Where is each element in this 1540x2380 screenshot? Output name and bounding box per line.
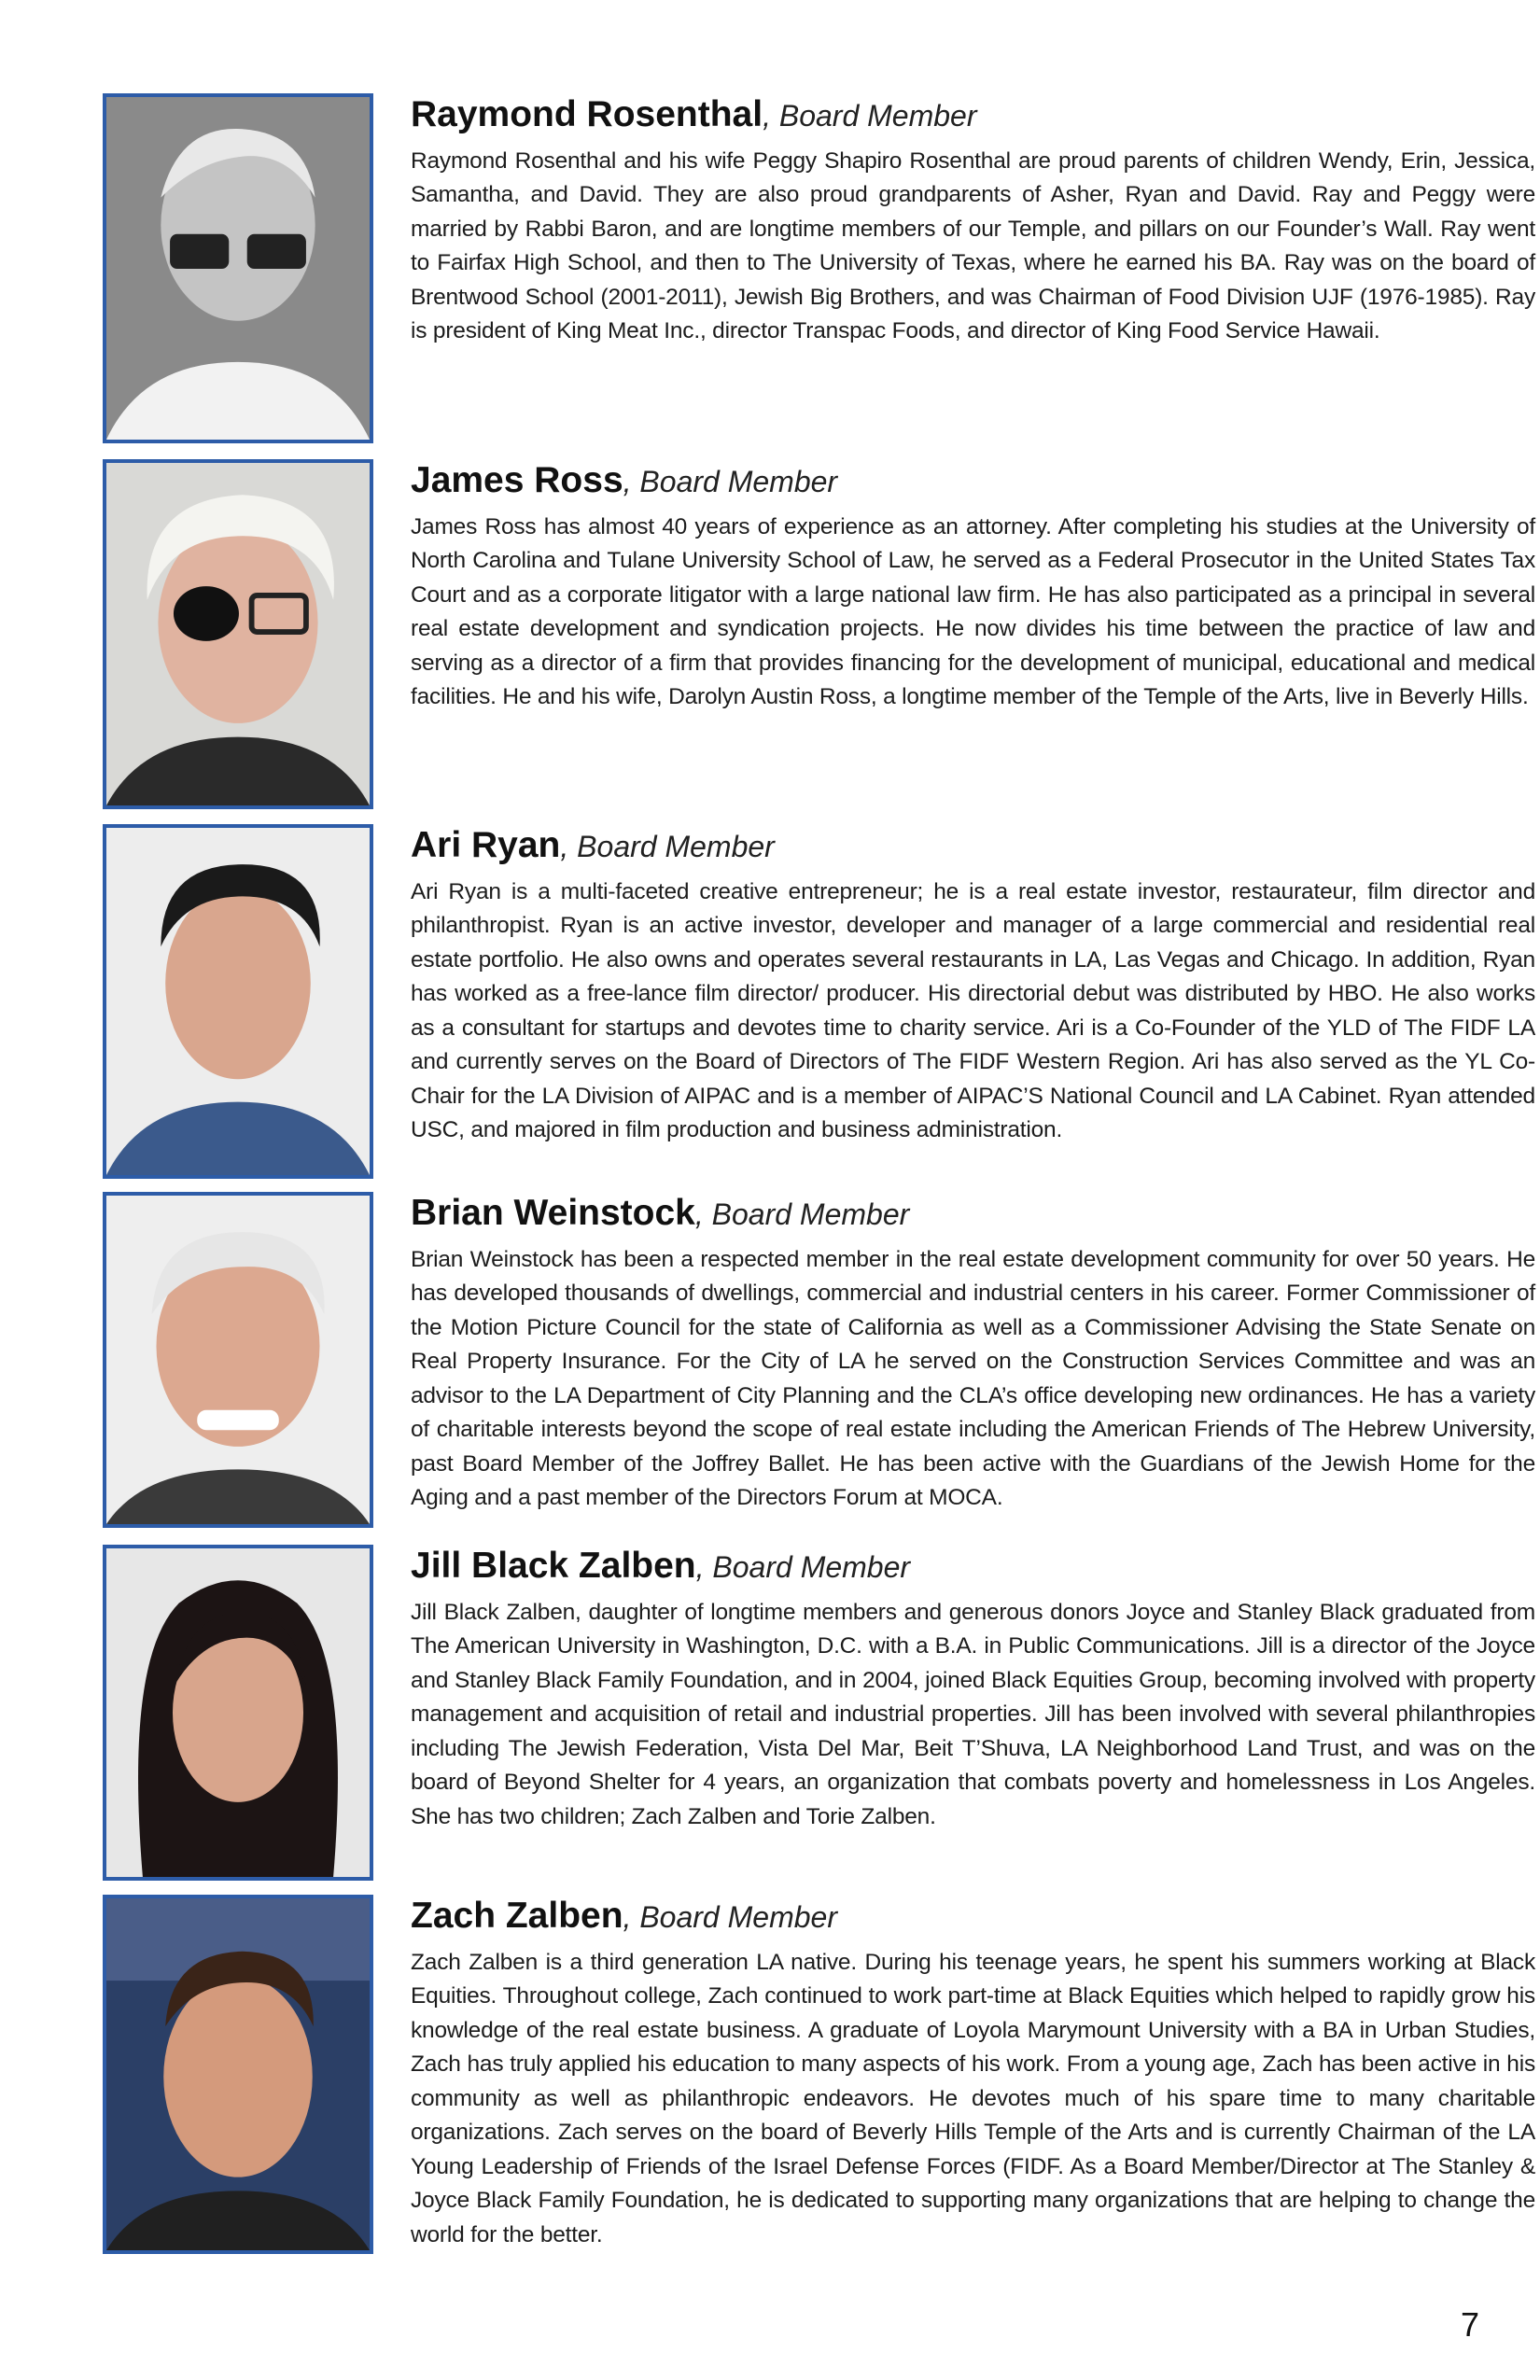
member-heading (411, 93, 1535, 137)
person-photo-icon (106, 1196, 370, 1524)
member-bio: James Ross has almost 40 years of experience as an attorney. After completing his studies at the University of North Carolina and Tulane University School of Law, he served as a Federal Prosecutor in the United States Tax Court and as a corporate litigator with a large national law firm. He has also participated as a principal in several real estate development and syndication projects. He now divides his time between the practice of law and serving as a director of a firm that provides financing for the development of municipal, educational and medical facilities. He and his wife, Darolyn Austin Ross, a longtime member of the Temple of the Arts, live in Beverly Hills. (411, 513, 1535, 710)
member-title: , Board Member (763, 99, 977, 133)
member-photo (103, 1192, 373, 1528)
member-title: , Board Member (695, 1550, 911, 1584)
member-bio: Brian Weinstock has been a respected member in the real estate development community for over 50 years. He has developed thousands of dwellings, commercial and industrial centers in his career. Former Commissioner of the Motion Picture Council for the state of California as well as a Commissioner Advising the State Senate on Real Property Insurance. For the City of LA he served on the Construction Services Committee and was an advisor to the LA Department of City Planning and the CLA’s office developing new ordinances. He has a variety of charitable interests beyond the scope of real estate including the American Friends of The Hebrew University, past Board Member of the Joffrey Ballet. He has been active with the Guardians of the Jewish Home for the Aging and a past member of the Directors Forum at MOCA. (411, 1246, 1535, 1511)
member-text (411, 93, 1535, 349)
person-photo-icon (106, 1898, 370, 2250)
member-photo (103, 1895, 373, 2254)
person-photo-icon (106, 828, 370, 1175)
member-photo (103, 93, 373, 443)
member-bio: Zach Zalben is a third generation LA native. During his teenage years, he spent his summers working at Black Equities. Throughout college, Zach continued to work part-time at Black Equities which helped to rapidly grow his knowledge of the real estate business. A graduate of Loyola Marymount University with a BA in Urban Studies, Zach has truly applied his education to many aspects of his work. From a young age, Zach has been active in his community as well as philanthropic endeavors. He devotes much of his spare time to many charitable organizations. Zach serves on the board of Beverly Hills Temple of the Arts and is currently Chairman of the LA Young Leadership of Friends of the Israel Defense Forces (FIDF. As a Board Member/Director at The Stanley & Joyce Black Family Foundation, he is dedicated to supporting many organizations that are helping to change the world for the better. (411, 1949, 1535, 2247)
member-heading (411, 824, 1535, 868)
member-text (411, 1895, 1535, 2252)
member-title: , Board Member (623, 465, 838, 498)
member-photo (103, 459, 373, 809)
member-title: , Board Member (694, 1197, 910, 1231)
member-photo (103, 1545, 373, 1881)
page-number: 7 (1460, 2305, 1479, 2344)
member-heading (411, 1895, 1535, 1939)
member-text (411, 459, 1535, 715)
member-heading (411, 1545, 1535, 1589)
member-photo (103, 824, 373, 1179)
member-bio: Raymond Rosenthal and his wife Peggy Shapiro Rosenthal are proud parents of children Wendy, Erin, Jessica, Samantha, and David. They are also proud grandparents of Asher, Ryan and David. Ray and Peggy were married by Rabbi Baron, and are longtime members of our Temple, and pillars on our Founder’s Wall. Ray went to Fairfax High School, and then to The University of Texas, where he earned his BA. Ray was on the board of Brentwood School (2001-2011), Jewish Big Brothers, and was Chairman of Food Division UJF (1976-1985). Ray is president of King Meat Inc., director Transpac Foods, and director of King Food Service Hawaii. (411, 147, 1535, 344)
member-name: James Ross (411, 460, 623, 500)
member-name: Raymond Rosenthal (411, 94, 763, 134)
person-photo-icon (106, 97, 370, 440)
member-heading (411, 459, 1535, 503)
member-title: , Board Member (623, 1900, 837, 1934)
member-bio: Ari Ryan is a multi-faceted creative entrepreneur; he is a real estate investor, restaurateur, film director and philanthropist. Ryan is an active investor, developer and manager of a large commercial and residential real estate portfolio. He also owns and operates several restaurants in LA, Las Vegas and Chicago. In addition, Ryan has worked as a free-lance film director/ producer. His directorial debut was distributed by HBO. He also works as a consultant for startups and devotes time to charity service. Ari is a Co-Founder of the YLD of The FIDF LA and currently serves on the Board of Directors of The FIDF Western Region. Ari has also served as the YL Co-Chair for the LA Division of AIPAC and is a member of AIPAC’S National Council and LA Cabinet. Ryan attended USC, and majored in film production and business administration. (411, 878, 1535, 1143)
member-heading (411, 1192, 1535, 1236)
member-text (411, 824, 1535, 1148)
member-name: Jill Black Zalben (411, 1546, 696, 1586)
member-bio: Jill Black Zalben, daughter of longtime members and generous donors Joyce and Stanley Black graduated from The American University in Washington, D.C. with a B.A. in Public Communications. Jill is a director of the Joyce and Stanley Black Family Foundation, and in 2004, joined Black Equities Group, becoming involved with property management and acquisition of retail and industrial properties. Jill has been involved with several philanthropies including The Jewish Federation, Vista Del Mar, Beit T’Shuva, LA Neighborhood Land Trust, and was on the board of Beyond Shelter for 4 years, an organization that combats poverty and homelessness in Los Angeles. She has two children; Zach Zalben and Torie Zalben. (411, 1599, 1535, 1829)
person-photo-icon (106, 463, 370, 805)
person-photo-icon (106, 1548, 370, 1877)
member-name: Brian Weinstock (411, 1193, 695, 1233)
member-title: , Board Member (560, 830, 775, 863)
member-name: Zach Zalben (411, 1896, 623, 1936)
member-name: Ari Ryan (411, 825, 561, 865)
member-text (411, 1545, 1535, 1834)
member-text (411, 1192, 1535, 1516)
